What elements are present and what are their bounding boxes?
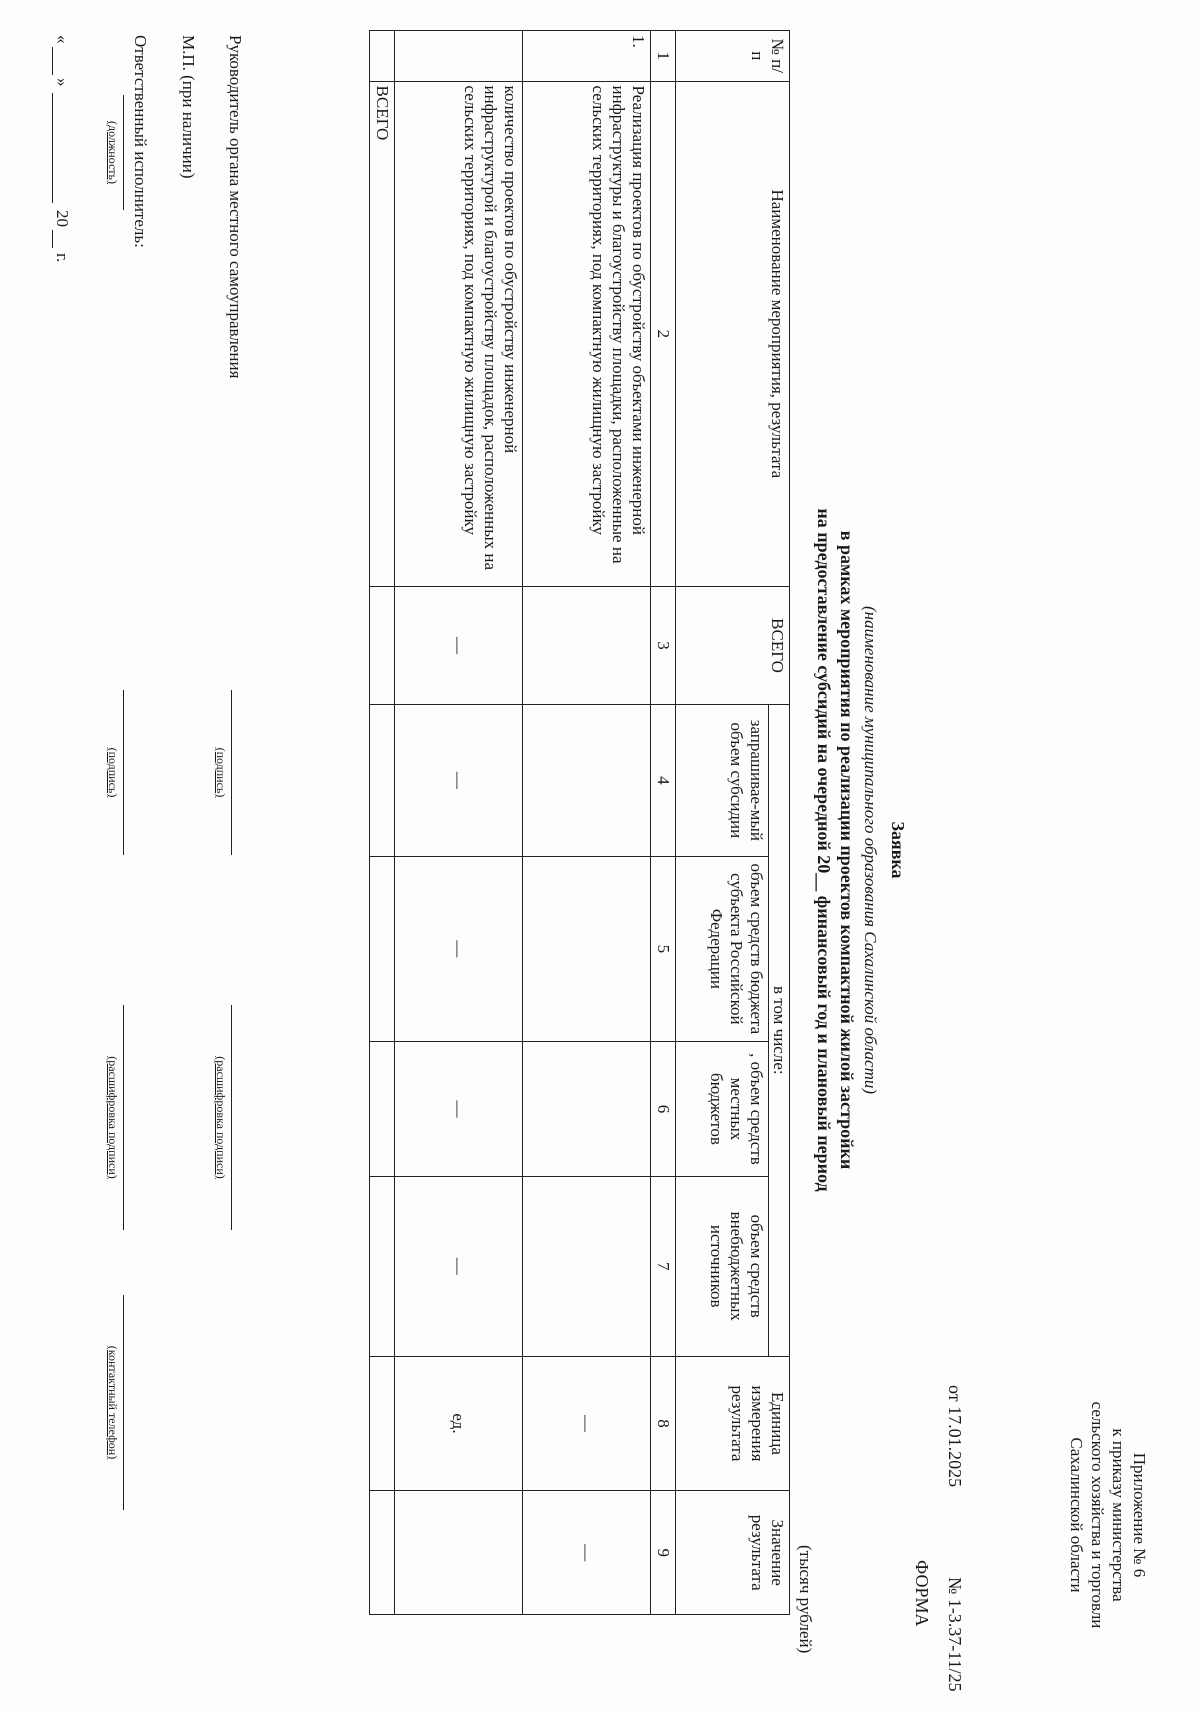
- row-num: [370, 31, 395, 82]
- row-cell: [523, 587, 651, 705]
- table-row-result: [395, 31, 523, 1615]
- column-number: 5: [651, 856, 676, 1041]
- col-header-value: Значение результата: [676, 1491, 790, 1615]
- decode-caption: (расшифровка подписи): [214, 1056, 228, 1179]
- position-caption: (должность): [106, 121, 120, 184]
- row-cell: [370, 587, 395, 705]
- row-subsidy: —: [395, 705, 523, 857]
- date-close-quote: »: [53, 78, 72, 87]
- row-cell: [523, 1176, 651, 1356]
- row-cell: [523, 705, 651, 857]
- decode-line: [231, 1005, 232, 1230]
- table-header-row: [769, 31, 790, 1615]
- col-header-num: № п/п: [676, 31, 790, 82]
- col-header-offbudget: объем средств внебюджетных источников: [676, 1176, 769, 1356]
- responsible-label: Ответственный исполнитель:: [131, 35, 150, 248]
- responsible-signature-line: [123, 690, 124, 855]
- row-num: 1.: [523, 31, 651, 82]
- day-blank: [52, 47, 53, 75]
- responsible-decode-line: [123, 1005, 124, 1230]
- appendix-line: сельского хозяйства и торговли: [1088, 1401, 1107, 1629]
- row-cell: [370, 1176, 395, 1356]
- col-header-subsidy: запрашивае-мый объем субсидии: [676, 705, 769, 857]
- col-header-local-budget: , объем средств местных бюджетов: [676, 1042, 769, 1177]
- document-title: Заявка: [888, 821, 908, 879]
- application-table: [369, 30, 790, 1615]
- row-name: Реализация проектов по обустройству объектами инженерной инфраструктуры и благоустройству площадки, расположенные на сельских территориях, под компактную жилищную застройку: [523, 81, 651, 587]
- row-region-budget: —: [395, 856, 523, 1041]
- unit-note: (тысяч рублей): [796, 1545, 815, 1654]
- row-local-budget: —: [395, 1042, 523, 1177]
- column-number: 9: [651, 1491, 676, 1615]
- order-date: от 17.01.2025: [945, 1385, 965, 1488]
- col-header-name: Наименование мероприятия, результата: [676, 81, 790, 587]
- col-header-region-budget: объем средств бюджета субъекта Российской Федерации: [676, 856, 769, 1041]
- head-label: Руководитель органа местного самоуправления: [226, 35, 245, 379]
- col-header-total: ВСЕГО: [676, 587, 790, 705]
- col-header-including: в том числе:: [769, 705, 790, 1357]
- row-value: —: [523, 1491, 651, 1615]
- total-label: ВСЕГО: [370, 81, 395, 587]
- col-header-unit: Единица измерения результата: [676, 1356, 790, 1491]
- municipality-caption: (наименование муниципального образования Сахалинской области): [861, 605, 880, 1095]
- title-line: в рамках мероприятия по реализации проектов компактной жилой застройки: [837, 530, 857, 1170]
- date-year: 20: [53, 210, 72, 227]
- phone-caption: (контактный телефон): [106, 1345, 120, 1460]
- row-value: [395, 1491, 523, 1615]
- date-suffix: г.: [53, 253, 72, 263]
- form-label: ФОРМА: [912, 1560, 932, 1627]
- signature-line: [231, 690, 232, 855]
- row-name: количество проектов по обустройству инженерной инфраструктурой и благоустройству площадок, расположенных на сельских территориях, под компактную жилищную застройку: [395, 81, 523, 587]
- column-number: 6: [651, 1042, 676, 1177]
- column-number: 1: [651, 31, 676, 82]
- column-number: 8: [651, 1356, 676, 1491]
- row-cell: [370, 705, 395, 857]
- row-cell: [523, 856, 651, 1041]
- row-cell: [370, 1356, 395, 1491]
- appendix-line: Приложение № 6: [1130, 1452, 1149, 1578]
- table-row-measure: [523, 31, 651, 1615]
- responsible-decode-caption: (расшифровка подписи): [106, 1056, 120, 1179]
- column-number: 3: [651, 587, 676, 705]
- column-number-row: [651, 31, 676, 1615]
- row-total: —: [395, 587, 523, 705]
- stamp-label: М.П. (при наличии): [179, 35, 198, 179]
- row-cell: [370, 1042, 395, 1177]
- year-blank: [52, 230, 53, 248]
- position-line: [123, 95, 124, 210]
- row-cell: [370, 856, 395, 1041]
- row-unit: ед.: [395, 1356, 523, 1491]
- order-reference: [944, 1385, 965, 1705]
- column-number: 7: [651, 1176, 676, 1356]
- row-unit: —: [523, 1356, 651, 1491]
- title-line: на предоставление субсидий на очередной 20__ финансовый год и плановый период: [814, 508, 834, 1192]
- column-number: 4: [651, 705, 676, 857]
- signature-caption: (подпись): [214, 747, 228, 798]
- appendix-block: [1066, 1385, 1150, 1645]
- row-offbudget: —: [395, 1176, 523, 1356]
- row-cell: [370, 1491, 395, 1615]
- appendix-line: Сахалинской области: [1067, 1437, 1086, 1593]
- date-line: [50, 35, 72, 365]
- date-open-quote: «: [53, 35, 72, 44]
- appendix-line: к приказу министерства: [1109, 1428, 1128, 1602]
- phone-line: [123, 1295, 124, 1510]
- month-blank: [52, 93, 53, 203]
- order-number: № 1-3.37-11/25: [945, 1577, 965, 1692]
- row-num: [395, 31, 523, 82]
- responsible-signature-caption: (подпись): [106, 747, 120, 798]
- table-row-total: [370, 31, 395, 1615]
- row-cell: [523, 1042, 651, 1177]
- column-number: 2: [651, 81, 676, 587]
